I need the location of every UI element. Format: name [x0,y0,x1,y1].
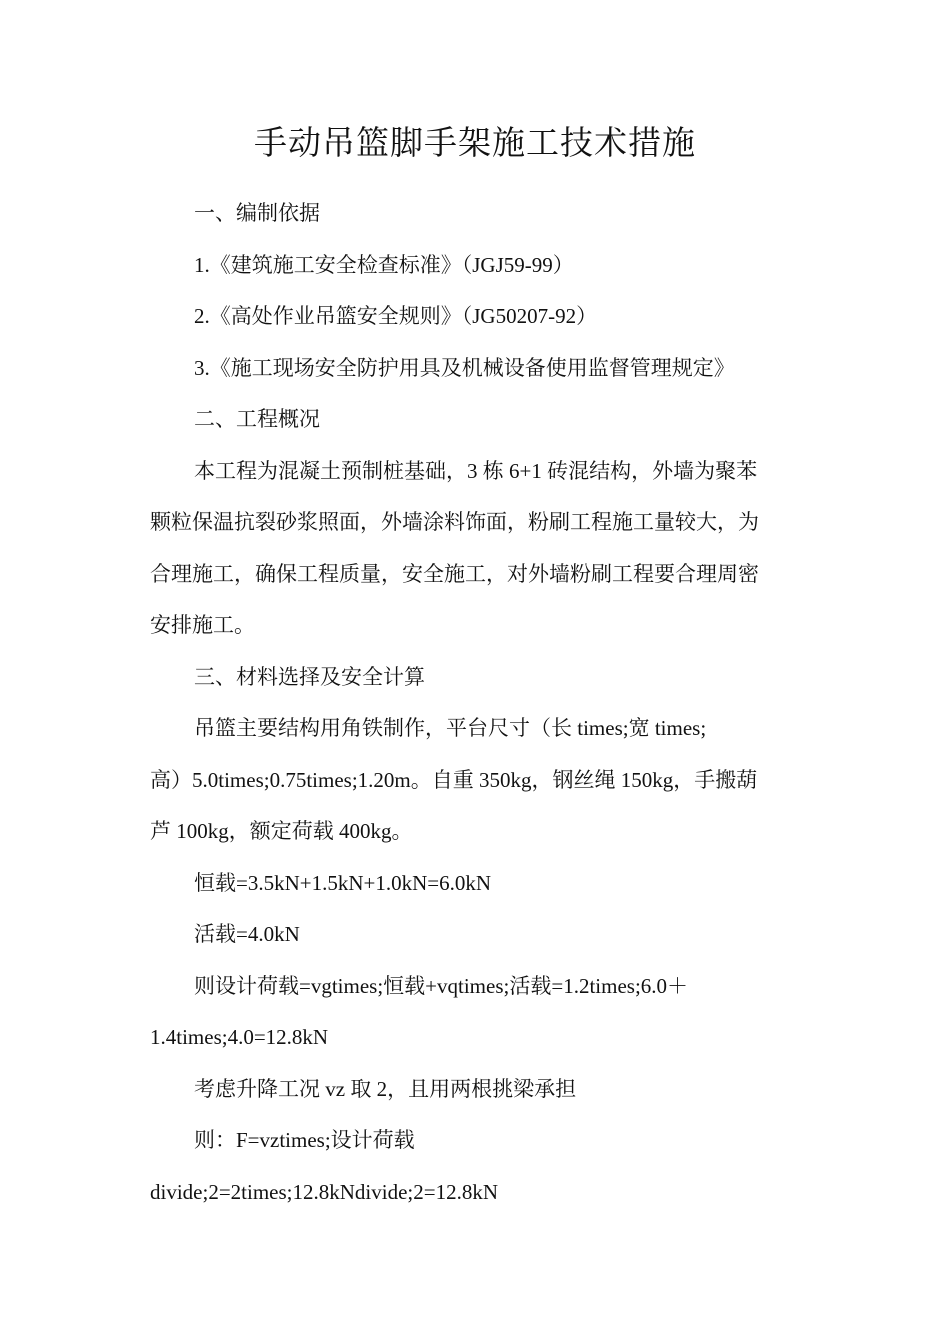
text-line: divide;2=2times;12.8kNdivide;2=12.8kN [150,1179,498,1204]
text-line: 考虑升降工况 vz 取 2，且用两根挑梁承担 [194,1076,577,1101]
text-line: 三、材料选择及安全计算 [194,664,425,689]
text-line: 颗粒保温抗裂砂浆照面，外墙涂料饰面，粉刷工程施工量较大，为 [150,510,759,534]
text-line: 一、编制依据 [194,201,320,225]
text-line: 则设计荷载=vgtimes;恒载+vqtimes;活载=1.2times;6.0＋ [194,973,689,998]
text-line: 活载=4.0kN [194,922,300,946]
text-line: 吊篮主要结构用角铁制作，平台尺寸（长 times;宽 times; [194,716,707,740]
text-line: 3.《施工现场安全防护用具及机械设备使用监督管理规定》 [194,355,735,380]
text-line: 2.《高处作业吊篮安全规则》（JG50207-92） [194,304,598,328]
text-line: 二、工程概况 [194,407,320,431]
document-title: 手动吊篮脚手架施工技术措施 [254,126,696,162]
text-line: 本工程为混凝土预制桩基础，3 栋 6+1 砖混结构，外墙为聚苯 [194,458,758,483]
document-body [150,188,800,1218]
text-line: 芦 100kg，额定荷载 400kg。 [150,819,413,843]
text-line: 1.《建筑施工安全检查标准》（JGJ59-99） [194,252,574,277]
text-line: 安排施工。 [150,613,255,637]
text-line: 1.4times;4.0=12.8kN [150,1025,329,1049]
text-line: 则：F=vztimes;设计荷载 [194,1128,415,1152]
text-line: 恒载=3.5kN+1.5kN+1.0kN=6.0kN [194,870,492,895]
text-line: 高）5.0times;0.75times;1.20m。自重 350kg，钢丝绳 150kg，手搬葫 [150,767,758,792]
text-line: 合理施工，确保工程质量，安全施工，对外墙粉刷工程要合理周密 [150,561,759,586]
